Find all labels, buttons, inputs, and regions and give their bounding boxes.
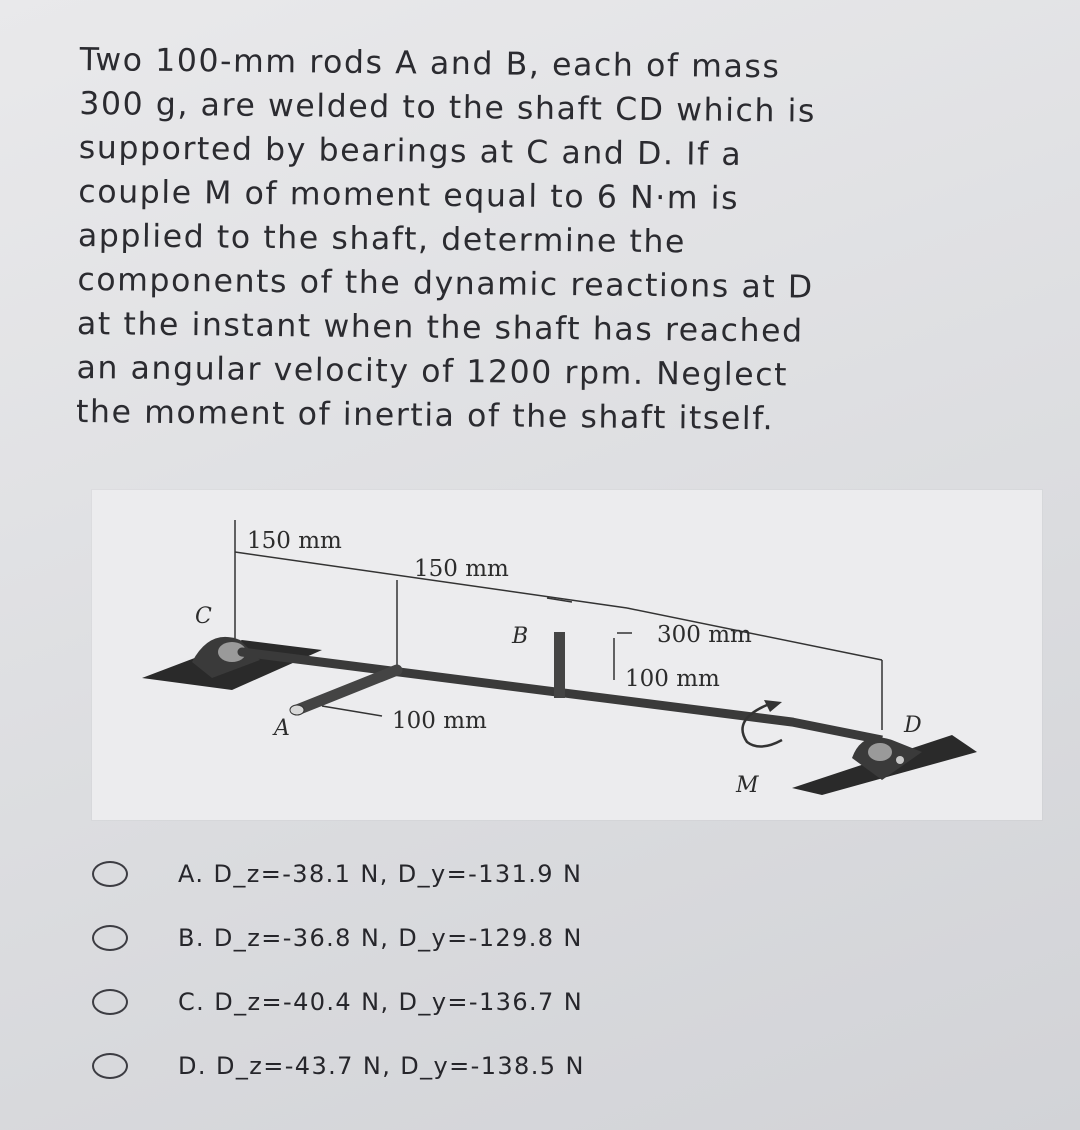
- shaft-cd-end: [792, 722, 882, 740]
- question-text: [76, 38, 1010, 444]
- label-c: C: [195, 604, 212, 629]
- dim-label-100-a: 100 mm: [392, 708, 487, 734]
- question-line: an angular velocity of 1200 rpm. Neglect: [76, 349, 789, 394]
- question-line: 300 g, are welded to the shaft CD which is: [79, 85, 817, 130]
- bearing-d-bolt: [896, 756, 904, 764]
- question-line: supported by bearings at C and D. If a: [78, 129, 743, 173]
- label-a: A: [274, 716, 290, 741]
- shaft-diagram: [92, 490, 1042, 820]
- radio-icon[interactable]: [92, 1053, 128, 1079]
- couple-m-arrow: [743, 705, 783, 747]
- rod-a: [297, 670, 397, 710]
- radio-icon[interactable]: [92, 989, 128, 1015]
- option-a-label: A. D_z=-38.1 N, D_y=-131.9 N: [178, 860, 583, 888]
- question-line: the moment of inertia of the shaft itself.: [75, 393, 775, 438]
- option-d-label: D. D_z=-43.7 N, D_y=-138.5 N: [178, 1052, 585, 1080]
- label-d: D: [904, 713, 922, 738]
- dim-label-150-second: 150 mm: [414, 556, 509, 582]
- shaft-diagram-svg: [92, 490, 1042, 820]
- dim-label-100-b: 100 mm: [625, 666, 720, 692]
- question-line: applied to the shaft, determine the: [77, 217, 687, 261]
- bearing-d-hole: [868, 743, 892, 761]
- dim-label-150-first: 150 mm: [247, 528, 342, 554]
- question-line: at the instant when the shaft has reached: [76, 305, 804, 350]
- rod-b: [554, 632, 565, 698]
- option-a[interactable]: [92, 850, 972, 898]
- dim-line-a-length: [322, 706, 382, 716]
- question-line: components of the dynamic reactions at D: [77, 261, 814, 306]
- label-b: B: [512, 624, 529, 649]
- radio-icon[interactable]: [92, 925, 128, 951]
- question-line: Two 100-mm rods A and B, each of mass: [79, 41, 781, 86]
- option-d[interactable]: [92, 1042, 972, 1090]
- dim-label-300: 300 mm: [657, 622, 752, 648]
- rod-a-end: [290, 705, 304, 715]
- option-c-label: C. D_z=-40.4 N, D_y=-136.7 N: [178, 988, 584, 1016]
- radio-icon[interactable]: [92, 861, 128, 887]
- question-line: couple M of moment equal to 6 N·m is: [78, 173, 740, 217]
- option-b[interactable]: [92, 914, 972, 962]
- option-b-label: B. D_z=-36.8 N, D_y=-129.8 N: [178, 924, 583, 952]
- option-c[interactable]: [92, 978, 972, 1026]
- label-m: M: [736, 773, 759, 798]
